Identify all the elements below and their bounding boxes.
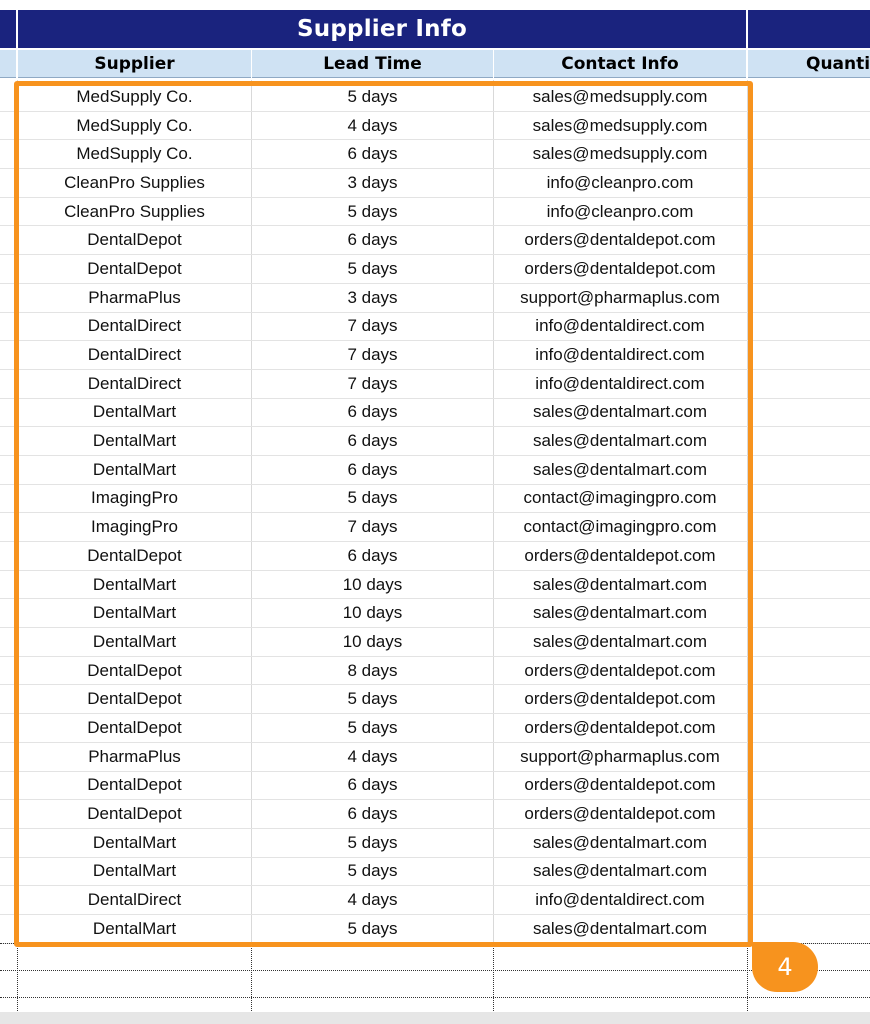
supplier-cell[interactable]: DentalMart — [92, 631, 177, 651]
lead-time-cell[interactable]: 8 days — [347, 660, 398, 680]
lead-time-cell[interactable]: 4 days — [347, 115, 398, 135]
contact-info-cell[interactable]: support@pharmaplus.com — [520, 746, 720, 766]
header-quantity[interactable]: Quanti — [748, 50, 870, 78]
supplier-cell[interactable]: DentalMart — [92, 918, 177, 938]
contact-info-cell[interactable]: info@dentaldirect.com — [535, 373, 705, 393]
supplier-cell[interactable]: DentalMart — [92, 459, 177, 479]
contact-info-cell[interactable]: orders@dentaldepot.com — [524, 230, 716, 250]
supplier-cell[interactable]: DentalMart — [92, 832, 177, 852]
supplier-cell[interactable]: DentalMart — [92, 861, 177, 881]
lead-time-cell[interactable]: 10 days — [342, 631, 403, 651]
contact-info-cell[interactable]: sales@medsupply.com — [532, 115, 708, 135]
supplier-cell[interactable]: DentalMart — [92, 402, 177, 422]
supplier-cell[interactable]: CleanPro Supplies — [64, 172, 205, 192]
empty-col-border — [493, 943, 494, 1011]
contact-info-cell[interactable]: orders@dentaldepot.com — [524, 717, 716, 737]
empty-col-border — [17, 943, 18, 1011]
contact-info-cell[interactable]: sales@medsupply.com — [532, 144, 708, 164]
contact-info-cell[interactable]: sales@dentalmart.com — [532, 861, 708, 881]
lead-time-cell[interactable]: 5 days — [347, 86, 398, 106]
supplier-cell[interactable]: PharmaPlus — [88, 287, 181, 307]
supplier-cell[interactable]: DentalDepot — [87, 660, 182, 680]
supplier-cell[interactable]: DentalDirect — [87, 345, 182, 365]
contact-info-cell[interactable]: info@cleanpro.com — [546, 172, 694, 192]
lead-time-cell[interactable]: 3 days — [347, 287, 398, 307]
lead-time-cell[interactable]: 6 days — [347, 230, 398, 250]
step-badge-label: 4 — [777, 953, 793, 981]
contact-info-cell[interactable]: info@dentaldirect.com — [535, 345, 705, 365]
contact-info-cell[interactable]: orders@dentaldepot.com — [524, 258, 716, 278]
lead-time-cell[interactable]: 3 days — [347, 172, 398, 192]
contact-info-cell[interactable]: orders@dentaldepot.com — [524, 689, 716, 709]
header-lead-time[interactable]: Lead Time — [252, 50, 493, 78]
lead-time-cell[interactable]: 7 days — [347, 373, 398, 393]
empty-col-border — [251, 943, 252, 1011]
lead-time-cell[interactable]: 7 days — [347, 316, 398, 336]
supplier-cell[interactable]: DentalDirect — [87, 316, 182, 336]
contact-info-cell[interactable]: info@cleanpro.com — [546, 201, 694, 221]
contact-info-cell[interactable]: sales@medsupply.com — [532, 86, 708, 106]
lead-time-cell[interactable]: 5 days — [347, 918, 398, 938]
lead-time-cell[interactable]: 5 days — [347, 689, 398, 709]
header-supplier[interactable]: Supplier — [18, 50, 251, 78]
section-title: Supplier Info — [297, 16, 467, 42]
lead-time-cell[interactable]: 4 days — [347, 746, 398, 766]
lead-time-cell[interactable]: 6 days — [347, 144, 398, 164]
contact-info-cell[interactable]: sales@dentalmart.com — [532, 832, 708, 852]
contact-info-cell[interactable]: support@pharmaplus.com — [520, 287, 720, 307]
supplier-cell[interactable]: DentalDirect — [87, 373, 182, 393]
supplier-cell[interactable]: DentalDepot — [87, 230, 182, 250]
supplier-cell[interactable]: DentalMart — [92, 603, 177, 623]
contact-info-cell[interactable]: info@dentaldirect.com — [535, 316, 705, 336]
contact-info-cell[interactable]: info@dentaldirect.com — [535, 890, 705, 910]
header-contact-info[interactable]: Contact Info — [494, 50, 746, 78]
supplier-info-banner[interactable] — [18, 10, 746, 48]
lead-time-cell[interactable]: 5 days — [347, 201, 398, 221]
horizontal-scrollbar[interactable] — [0, 1012, 870, 1024]
supplier-cell[interactable]: DentalMart — [92, 574, 177, 594]
lead-time-cell[interactable]: 6 days — [347, 775, 398, 795]
contact-info-cell[interactable]: sales@dentalmart.com — [532, 431, 708, 451]
lead-time-cell[interactable]: 6 days — [347, 459, 398, 479]
supplier-cell[interactable]: DentalDepot — [87, 258, 182, 278]
lead-time-cell[interactable]: 6 days — [347, 804, 398, 824]
step-badge — [752, 942, 818, 992]
contact-info-cell[interactable]: sales@dentalmart.com — [532, 574, 708, 594]
lead-time-cell[interactable]: 5 days — [347, 488, 398, 508]
lead-time-cell[interactable]: 6 days — [347, 545, 398, 565]
supplier-cell[interactable]: PharmaPlus — [88, 746, 181, 766]
supplier-cell[interactable]: DentalMart — [92, 431, 177, 451]
empty-row-border — [0, 970, 870, 971]
supplier-cell[interactable]: DentalDepot — [87, 804, 182, 824]
empty-row-border — [0, 997, 870, 998]
contact-info-cell[interactable]: orders@dentaldepot.com — [524, 775, 716, 795]
supplier-cell[interactable]: MedSupply Co. — [76, 115, 193, 135]
contact-info-cell[interactable]: contact@imagingpro.com — [523, 488, 717, 508]
contact-info-cell[interactable]: sales@dentalmart.com — [532, 603, 708, 623]
supplier-cell[interactable]: DentalDepot — [87, 689, 182, 709]
supplier-cell[interactable]: CleanPro Supplies — [64, 201, 205, 221]
banner-right-cell[interactable] — [748, 10, 870, 48]
supplier-cell[interactable]: DentalDirect — [87, 890, 182, 910]
empty-col-border — [747, 943, 748, 1011]
lead-time-cell[interactable]: 10 days — [342, 603, 403, 623]
lead-time-cell[interactable]: 7 days — [347, 517, 398, 537]
lead-time-cell[interactable]: 5 days — [347, 258, 398, 278]
contact-info-cell[interactable]: sales@dentalmart.com — [532, 918, 708, 938]
supplier-cell[interactable]: MedSupply Co. — [76, 86, 193, 106]
contact-info-cell[interactable]: contact@imagingpro.com — [523, 517, 717, 537]
lead-time-cell[interactable]: 10 days — [342, 574, 403, 594]
lead-time-cell[interactable]: 5 days — [347, 832, 398, 852]
contact-info-cell[interactable]: orders@dentaldepot.com — [524, 545, 716, 565]
contact-info-cell[interactable]: orders@dentaldepot.com — [524, 804, 716, 824]
lead-time-cell[interactable]: 7 days — [347, 345, 398, 365]
supplier-cell[interactable]: DentalDepot — [87, 717, 182, 737]
supplier-cell[interactable]: ImagingPro — [91, 517, 178, 537]
contact-info-cell[interactable]: sales@dentalmart.com — [532, 631, 708, 651]
lead-time-cell[interactable]: 4 days — [347, 890, 398, 910]
supplier-cell[interactable]: ImagingPro — [91, 488, 178, 508]
lead-time-cell[interactable]: 5 days — [347, 717, 398, 737]
supplier-cell[interactable]: MedSupply Co. — [76, 144, 193, 164]
lead-time-cell[interactable]: 5 days — [347, 861, 398, 881]
lead-time-cell[interactable]: 6 days — [347, 402, 398, 422]
banner-left-cell[interactable] — [0, 10, 16, 48]
contact-info-cell[interactable]: sales@dentalmart.com — [532, 402, 708, 422]
highlight-box — [14, 81, 753, 947]
lead-time-cell[interactable]: 6 days — [347, 431, 398, 451]
supplier-cell[interactable]: DentalDepot — [87, 545, 182, 565]
contact-info-cell[interactable]: sales@dentalmart.com — [532, 459, 708, 479]
supplier-cell[interactable]: DentalDepot — [87, 775, 182, 795]
contact-info-cell[interactable]: orders@dentaldepot.com — [524, 660, 716, 680]
header-stub-cell[interactable] — [0, 50, 16, 78]
